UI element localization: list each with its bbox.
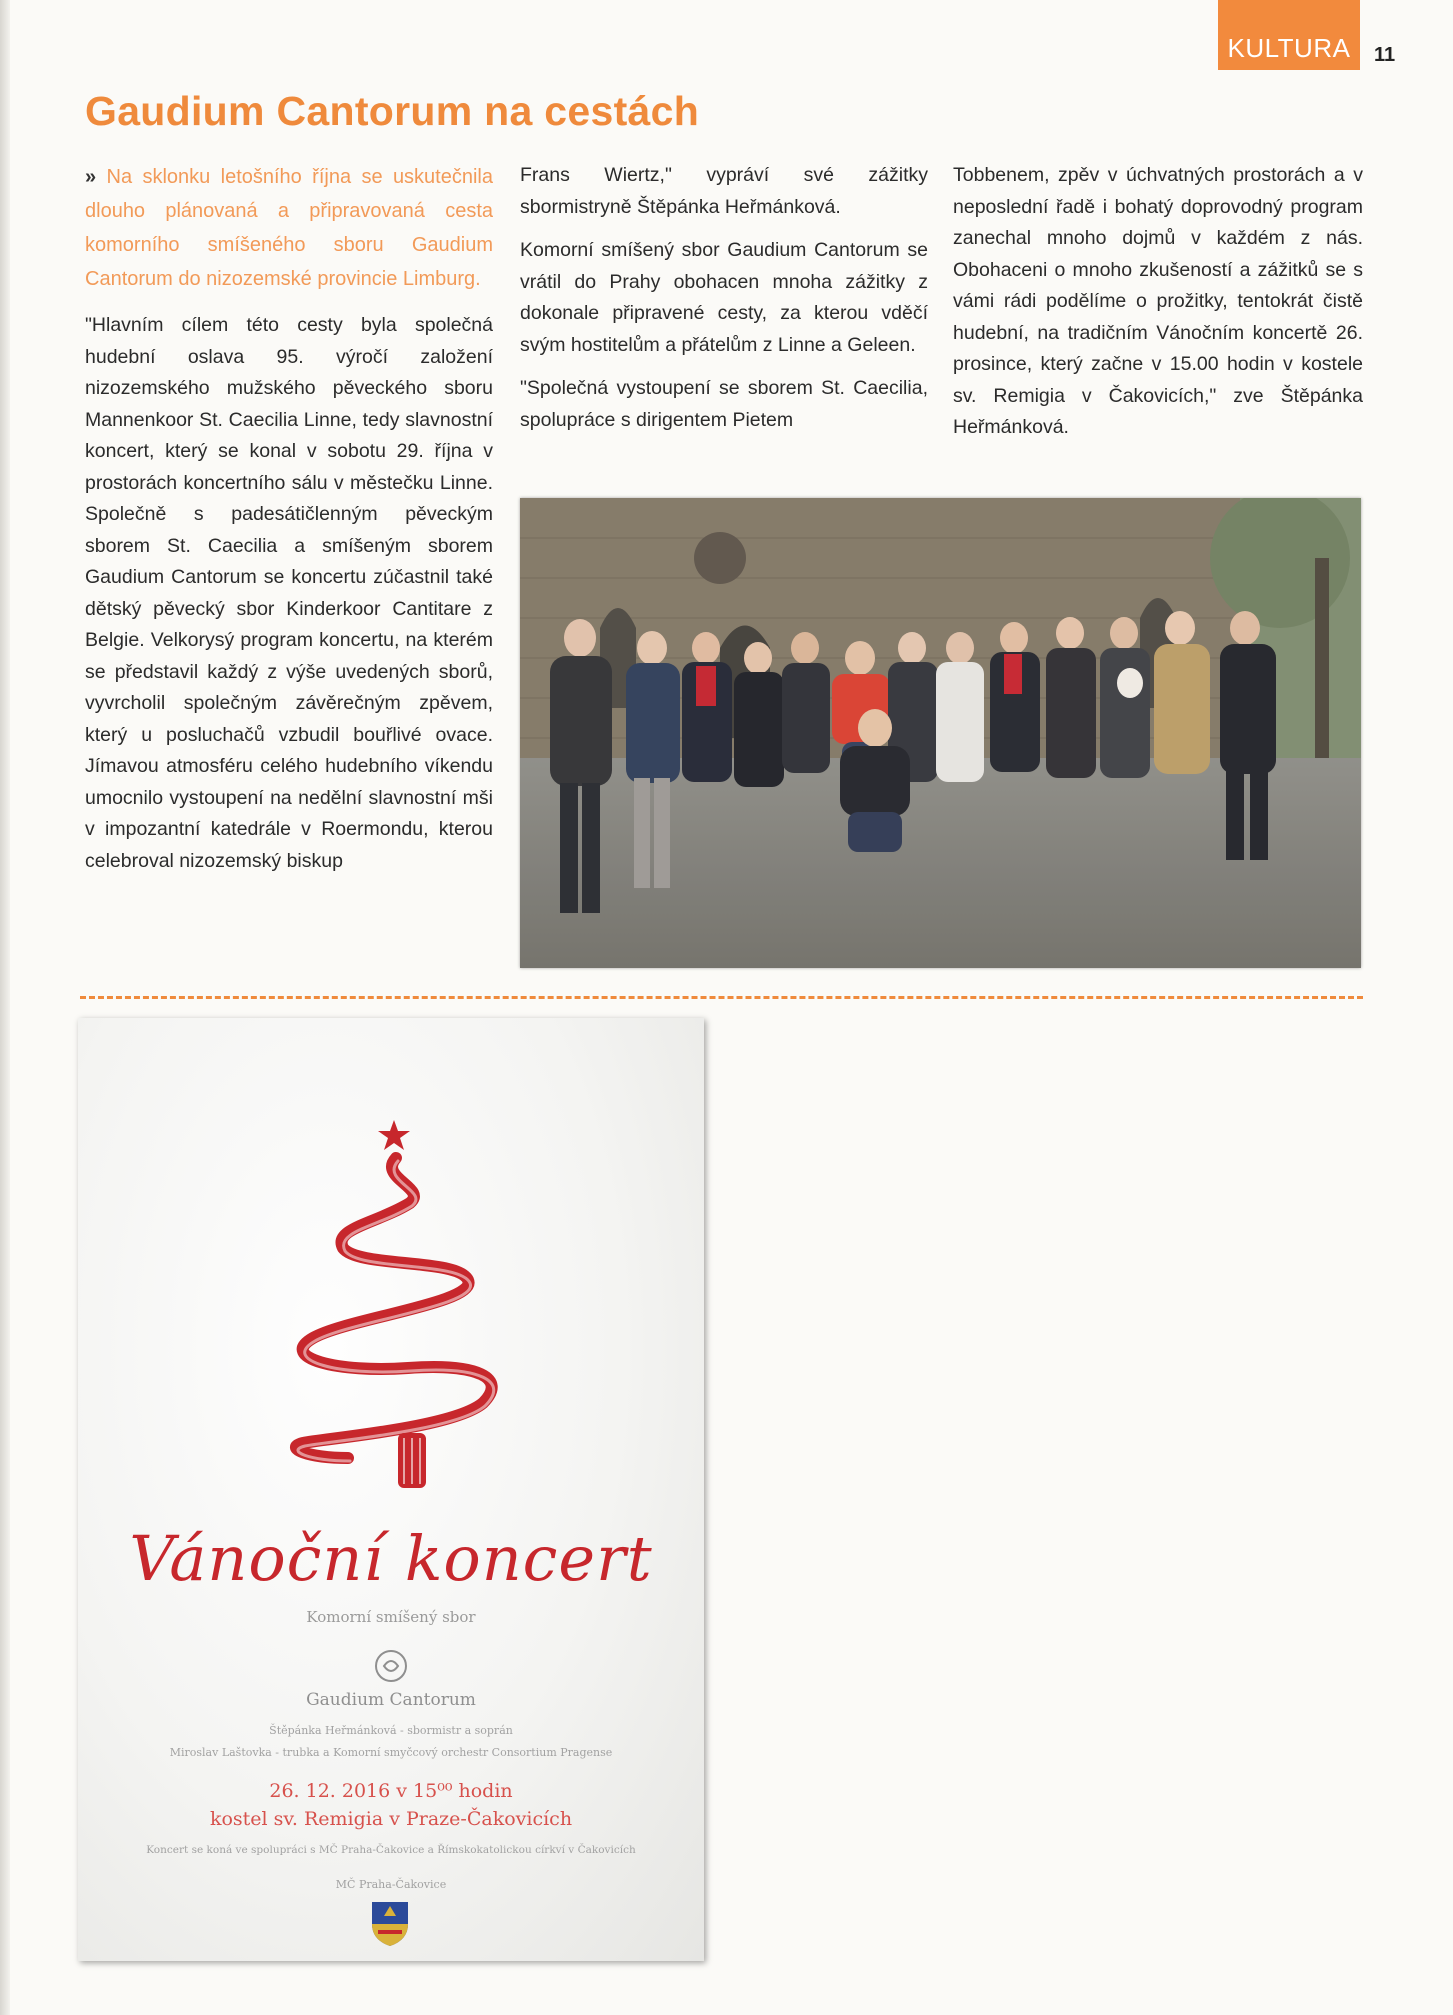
paragraph-4: "Společná vystoupení se sborem St. Caecilia, spolupráce s dirigentem Pietem [520,377,928,431]
dashed-separator [80,996,1363,999]
text-column-3 [953,160,1363,456]
concert-poster [78,1018,704,1961]
poster-choir-name: Gaudium Cantorum [306,1690,476,1710]
poster-venue: kostel sv. Remigia v Praze-Čakovicích [209,1808,573,1830]
text-column-1 [85,160,493,889]
page-number: 11 [1374,44,1396,66]
paragraph-2: Frans Wiertz," vypráví své zážitky sbormistryně Štěpánka Heřmánková. [520,164,928,218]
poster-credit-1: Štěpánka Heřmánková - sbormistr a soprán [269,1724,513,1737]
lead-marker-icon: » [85,166,97,188]
article-title: Gaudium Cantorum na cestách [85,88,700,134]
lead-text: Na sklonku letošního října se uskutečnila dlouho plánovaná a připravovaná cesta komorního smíšeného sboru Gaudium Cantorum do nizozemské provincie Limburg. [85,166,493,290]
section-tab: KULTURA [1218,0,1360,70]
poster-municipality: MČ Praha-Čakovice [335,1878,447,1891]
poster-subtitle: Komorní smíšený sbor [306,1608,476,1626]
page-gutter [0,0,10,2015]
poster-credit-2: Miroslav Laštovka - trubka a Komorní smyčcový orchestr Consortium Pragense [169,1746,613,1759]
paragraph-5: Tobbenem, zpěv v úchvatných prostorách a v neposlední řadě i bohatý doprovodný program zanechal mnoho dojmů v každém z nás. Obohaceni o mnoho zkušeností a zážitků se s vámi rádi podělíme o prožitky, tentokrát čistě hudební, na tradičním Vánočním koncertě 26. prosince, který začne v 15.00 hodin v kostele sv. Remigia v Čakovicích," zve Štěpánka Heřmánková. [953,164,1363,438]
poster-title: Vánoční koncert [129,1522,653,1595]
choir-logo-icon [373,1648,409,1684]
poster-date: 26. 12. 2016 v 15⁰⁰ hodin [269,1780,513,1802]
municipal-crest-icon [368,1898,412,1948]
poster-cooperation: Koncert se koná ve spolupráci s MČ Praha-Čakovice a Římskokatolickou církví v Čakovicích [146,1844,636,1856]
text-column-2 [520,160,928,448]
christmas-tree-icon [78,1018,704,1518]
group-photo [520,498,1361,968]
article-lead [85,160,493,296]
paragraph-1: "Hlavním cílem této cesty byla společná hudební oslava 95. výročí založení nizozemského mužského pěveckého sboru Mannenkoor St. Caecilia Linne, tedy slavnostní koncert, který se konal v sobotu 29. října v prostorách koncertního sálu v městečku Linne. Společně s padesátičlenným pěveckým sborem St. Caecilia a smíšeným sborem Gaudium Cantorum se koncertu zúčastnil také dětský pěvecký sbor Kinderkoor Cantitare z Belgie. Velkorysý program koncertu, na kterém se představil každý z výše uvedených sborů, vyvrcholil společným závěrečným zpěvem, který u posluchačů vzbudil bouřlivé ovace. Jímavou atmosféru celého hudebního víkendu umocnilo vystoupení na nedělní slavnostní mši v impozantní katedrále v Roermondu, kterou celebroval nizozemský biskup [85,314,493,872]
paragraph-3: Komorní smíšený sbor Gaudium Cantorum se vrátil do Prahy obohacen mnoha zážitky z dokonale připravené cesty, za kterou vděčí svým hostitelům a přátelům z Linne a Geleen. [520,239,928,356]
